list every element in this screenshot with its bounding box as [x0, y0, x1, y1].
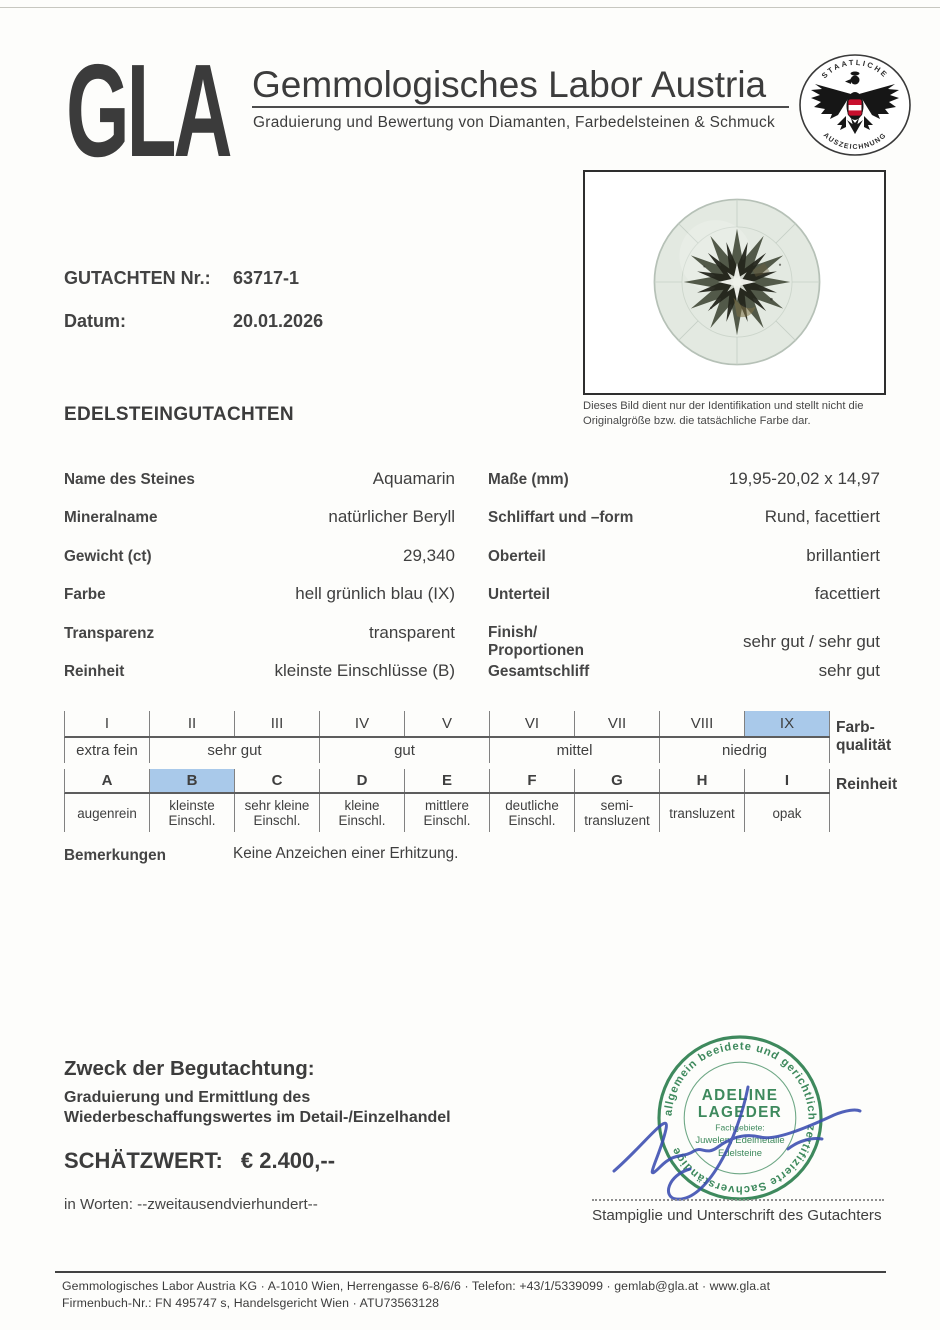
property-label: Farbe — [64, 586, 106, 604]
property-value: natürlicher Beryll — [328, 507, 455, 527]
clarity-description-row — [64, 794, 830, 832]
property-row — [488, 546, 880, 584]
austria-shield — [848, 99, 862, 116]
report-number-label: GUTACHTEN Nr.: — [64, 268, 211, 288]
clarity-description-cell: kleine Einschl. — [320, 794, 405, 832]
clarity-grade-row — [64, 769, 830, 794]
property-value: sehr gut — [818, 660, 880, 680]
gem-properties — [64, 469, 880, 699]
footer-contact-line: Gemmologisches Labor Austria KG · A-1010 Wien, Herrengasse 6-8/6/6 · Telefon: +43/1/5339099 · gemlab@gla.at · www.gla.at — [62, 1279, 771, 1293]
handwritten-signature — [598, 1053, 883, 1208]
clarity-description-cell: mittlere Einschl. — [405, 794, 490, 832]
color-group-cell: extra fein — [65, 738, 150, 763]
clarity-description-cell: deutliche Einschl. — [490, 794, 575, 832]
color-grade-cell-selected: IX — [745, 711, 830, 736]
title-underline — [252, 106, 789, 108]
clarity-grade-cell: I — [745, 769, 830, 792]
property-label: Gesamtschliff — [488, 662, 590, 680]
section-title: EDELSTEINGUTACHTEN — [64, 404, 294, 425]
report-date-value: 20.01.2026 — [233, 311, 324, 331]
clarity-scale-axis-label — [836, 765, 932, 805]
footer-divider — [55, 1271, 886, 1273]
stamp-name-line1: ADELINE — [701, 1087, 779, 1104]
purpose-section — [64, 1057, 544, 1127]
estimated-value-row — [64, 1148, 335, 1174]
color-grade-row — [64, 711, 830, 738]
estimated-value-label: SCHÄTZWERT: — [64, 1148, 223, 1173]
clarity-description-cell: opak — [745, 794, 830, 832]
photo-disclaimer: Dieses Bild dient nur der Identifikation und stellt nicht die Originalgröße bzw. die tatsächliche Farbe dar. — [583, 400, 864, 428]
stamp-subtitle1: Fachgebiete: — [715, 1122, 765, 1133]
property-value: sehr gut / sehr gut — [742, 631, 880, 651]
clarity-description-cell: augenrein — [65, 794, 150, 832]
color-group-cell: mittel — [490, 738, 660, 763]
clarity-grade-cell: D — [320, 769, 405, 792]
properties-left-column — [64, 469, 455, 699]
color-group-cell: gut — [320, 738, 490, 763]
property-row — [64, 661, 455, 699]
clarity-description-cell: sehr kleine Einschl. — [235, 794, 320, 832]
clarity-description-cell: kleinste Einschl. — [150, 794, 235, 832]
clarity-grade-cell: F — [490, 769, 575, 792]
property-row — [64, 584, 455, 622]
color-grade-cell: II — [150, 711, 235, 736]
stamp-ring-text: allgemein beeidete und gerichtlich zertifizierte Sachverständige — [662, 1040, 818, 1196]
properties-right-column — [488, 469, 880, 699]
color-grade-cell: IV — [320, 711, 405, 736]
stamp-subtitle3: Edelsteine — [717, 1147, 763, 1159]
clarity-description-cell: semi-transluzent — [575, 794, 660, 832]
report-number-value: 63717-1 — [233, 268, 300, 288]
scan-edge-line — [0, 7, 940, 8]
property-label: Schliffart und –form — [488, 509, 634, 527]
property-row — [488, 661, 880, 699]
clarity-grade-cell: E — [405, 769, 490, 792]
state-award-emblem — [797, 52, 913, 158]
remarks-label: Bemerkungen — [64, 847, 167, 864]
emblem-bottom-text: AUSZEICHNUNG — [821, 131, 889, 152]
clarity-grade-cell: G — [575, 769, 660, 792]
property-row — [64, 507, 455, 545]
color-group-row — [64, 738, 830, 763]
color-scale-axis-label — [836, 711, 932, 763]
color-grade-cell: VIII — [660, 711, 745, 736]
stamp-name-line2: LAGEDER — [697, 1104, 783, 1122]
gemstone-photo — [651, 196, 823, 368]
property-row — [488, 507, 880, 545]
property-label: Mineralname — [64, 509, 158, 527]
clarity-grade-cell: H — [660, 769, 745, 792]
color-grade-cell: I — [65, 711, 150, 736]
property-value: 19,95-20,02 x 14,97 — [728, 469, 880, 488]
property-label: Transparenz — [64, 624, 155, 642]
property-row — [488, 623, 880, 661]
report-date-label: Datum: — [64, 311, 126, 331]
remarks-row — [64, 845, 764, 865]
color-grade-cell: VII — [575, 711, 660, 736]
remarks-text: Keine Anzeichen einer Erhitzung. — [233, 845, 459, 862]
property-row — [488, 469, 880, 507]
emblem-top-text: STAATLICHE — [819, 57, 891, 81]
gla-logo: GLA — [66, 37, 230, 184]
purpose-line: Wiederbeschaffungswertes im Detail-/Einzelhandel — [64, 1108, 451, 1126]
lab-title: Gemmologisches Labor Austria — [252, 64, 767, 105]
stamp-subtitle2: Juwelen, Edelmetalle — [695, 1135, 785, 1147]
color-quality-scale — [64, 711, 830, 763]
clarity-grade-cell: A — [65, 769, 150, 792]
property-label: Reinheit — [64, 662, 125, 680]
color-grade-cell: III — [235, 711, 320, 736]
property-row — [488, 584, 880, 622]
color-group-cell: niedrig — [660, 738, 830, 763]
property-label: Gewicht (ct) — [64, 547, 152, 565]
property-value: Aquamarin — [372, 469, 455, 488]
gemstone-photo-frame — [583, 170, 886, 395]
purpose-line: Graduierung und Ermittlung des — [64, 1089, 311, 1106]
clarity-description-cell: transluzent — [660, 794, 745, 832]
axis-label-text: Farb-qualität — [836, 719, 892, 754]
property-value: Rund, facettiert — [764, 507, 880, 527]
property-value: hell grünlich blau (IX) — [295, 584, 455, 604]
footer-registry-line: Firmenbuch-Nr.: FN 495747 s, Handelsgericht Wien · ATU73563128 — [62, 1296, 440, 1310]
clarity-grade-cell-selected: B — [150, 769, 235, 792]
clarity-grade-cell: C — [235, 769, 320, 792]
grading-scales — [64, 711, 830, 832]
property-label: Name des Steines — [64, 471, 195, 488]
purpose-heading: Zweck der Begutachtung: — [64, 1057, 315, 1080]
signature-dotted-line — [592, 1199, 884, 1201]
property-label: Finish/ Proportionen — [488, 623, 585, 659]
property-row — [64, 469, 455, 507]
signature-caption: Stampiglie und Unterschrift des Gutachters — [592, 1207, 882, 1224]
lab-subtitle: Graduierung und Bewertung von Diamanten, Farbedelsteinen & Schmuck — [253, 114, 775, 131]
property-value: kleinste Einschlüsse (B) — [274, 660, 455, 680]
property-value: brillantiert — [806, 545, 880, 565]
property-label: Oberteil — [488, 547, 546, 565]
property-row — [64, 546, 455, 584]
property-label: Unterteil — [488, 586, 551, 604]
property-label: Maße (mm) — [488, 471, 569, 488]
property-value: 29,340 — [403, 545, 455, 565]
axis-label-text: Reinheit — [836, 776, 898, 794]
estimated-value-amount: € 2.400,-- — [240, 1148, 336, 1173]
property-value: facettiert — [814, 584, 880, 604]
value-in-words: in Worten: --zweitausendvierhundert-- — [64, 1196, 318, 1213]
property-value: transparent — [369, 622, 455, 642]
color-group-cell: sehr gut — [150, 738, 320, 763]
color-grade-cell: VI — [490, 711, 575, 736]
clarity-scale — [64, 769, 830, 832]
color-grade-cell: V — [405, 711, 490, 736]
property-row — [64, 623, 455, 661]
